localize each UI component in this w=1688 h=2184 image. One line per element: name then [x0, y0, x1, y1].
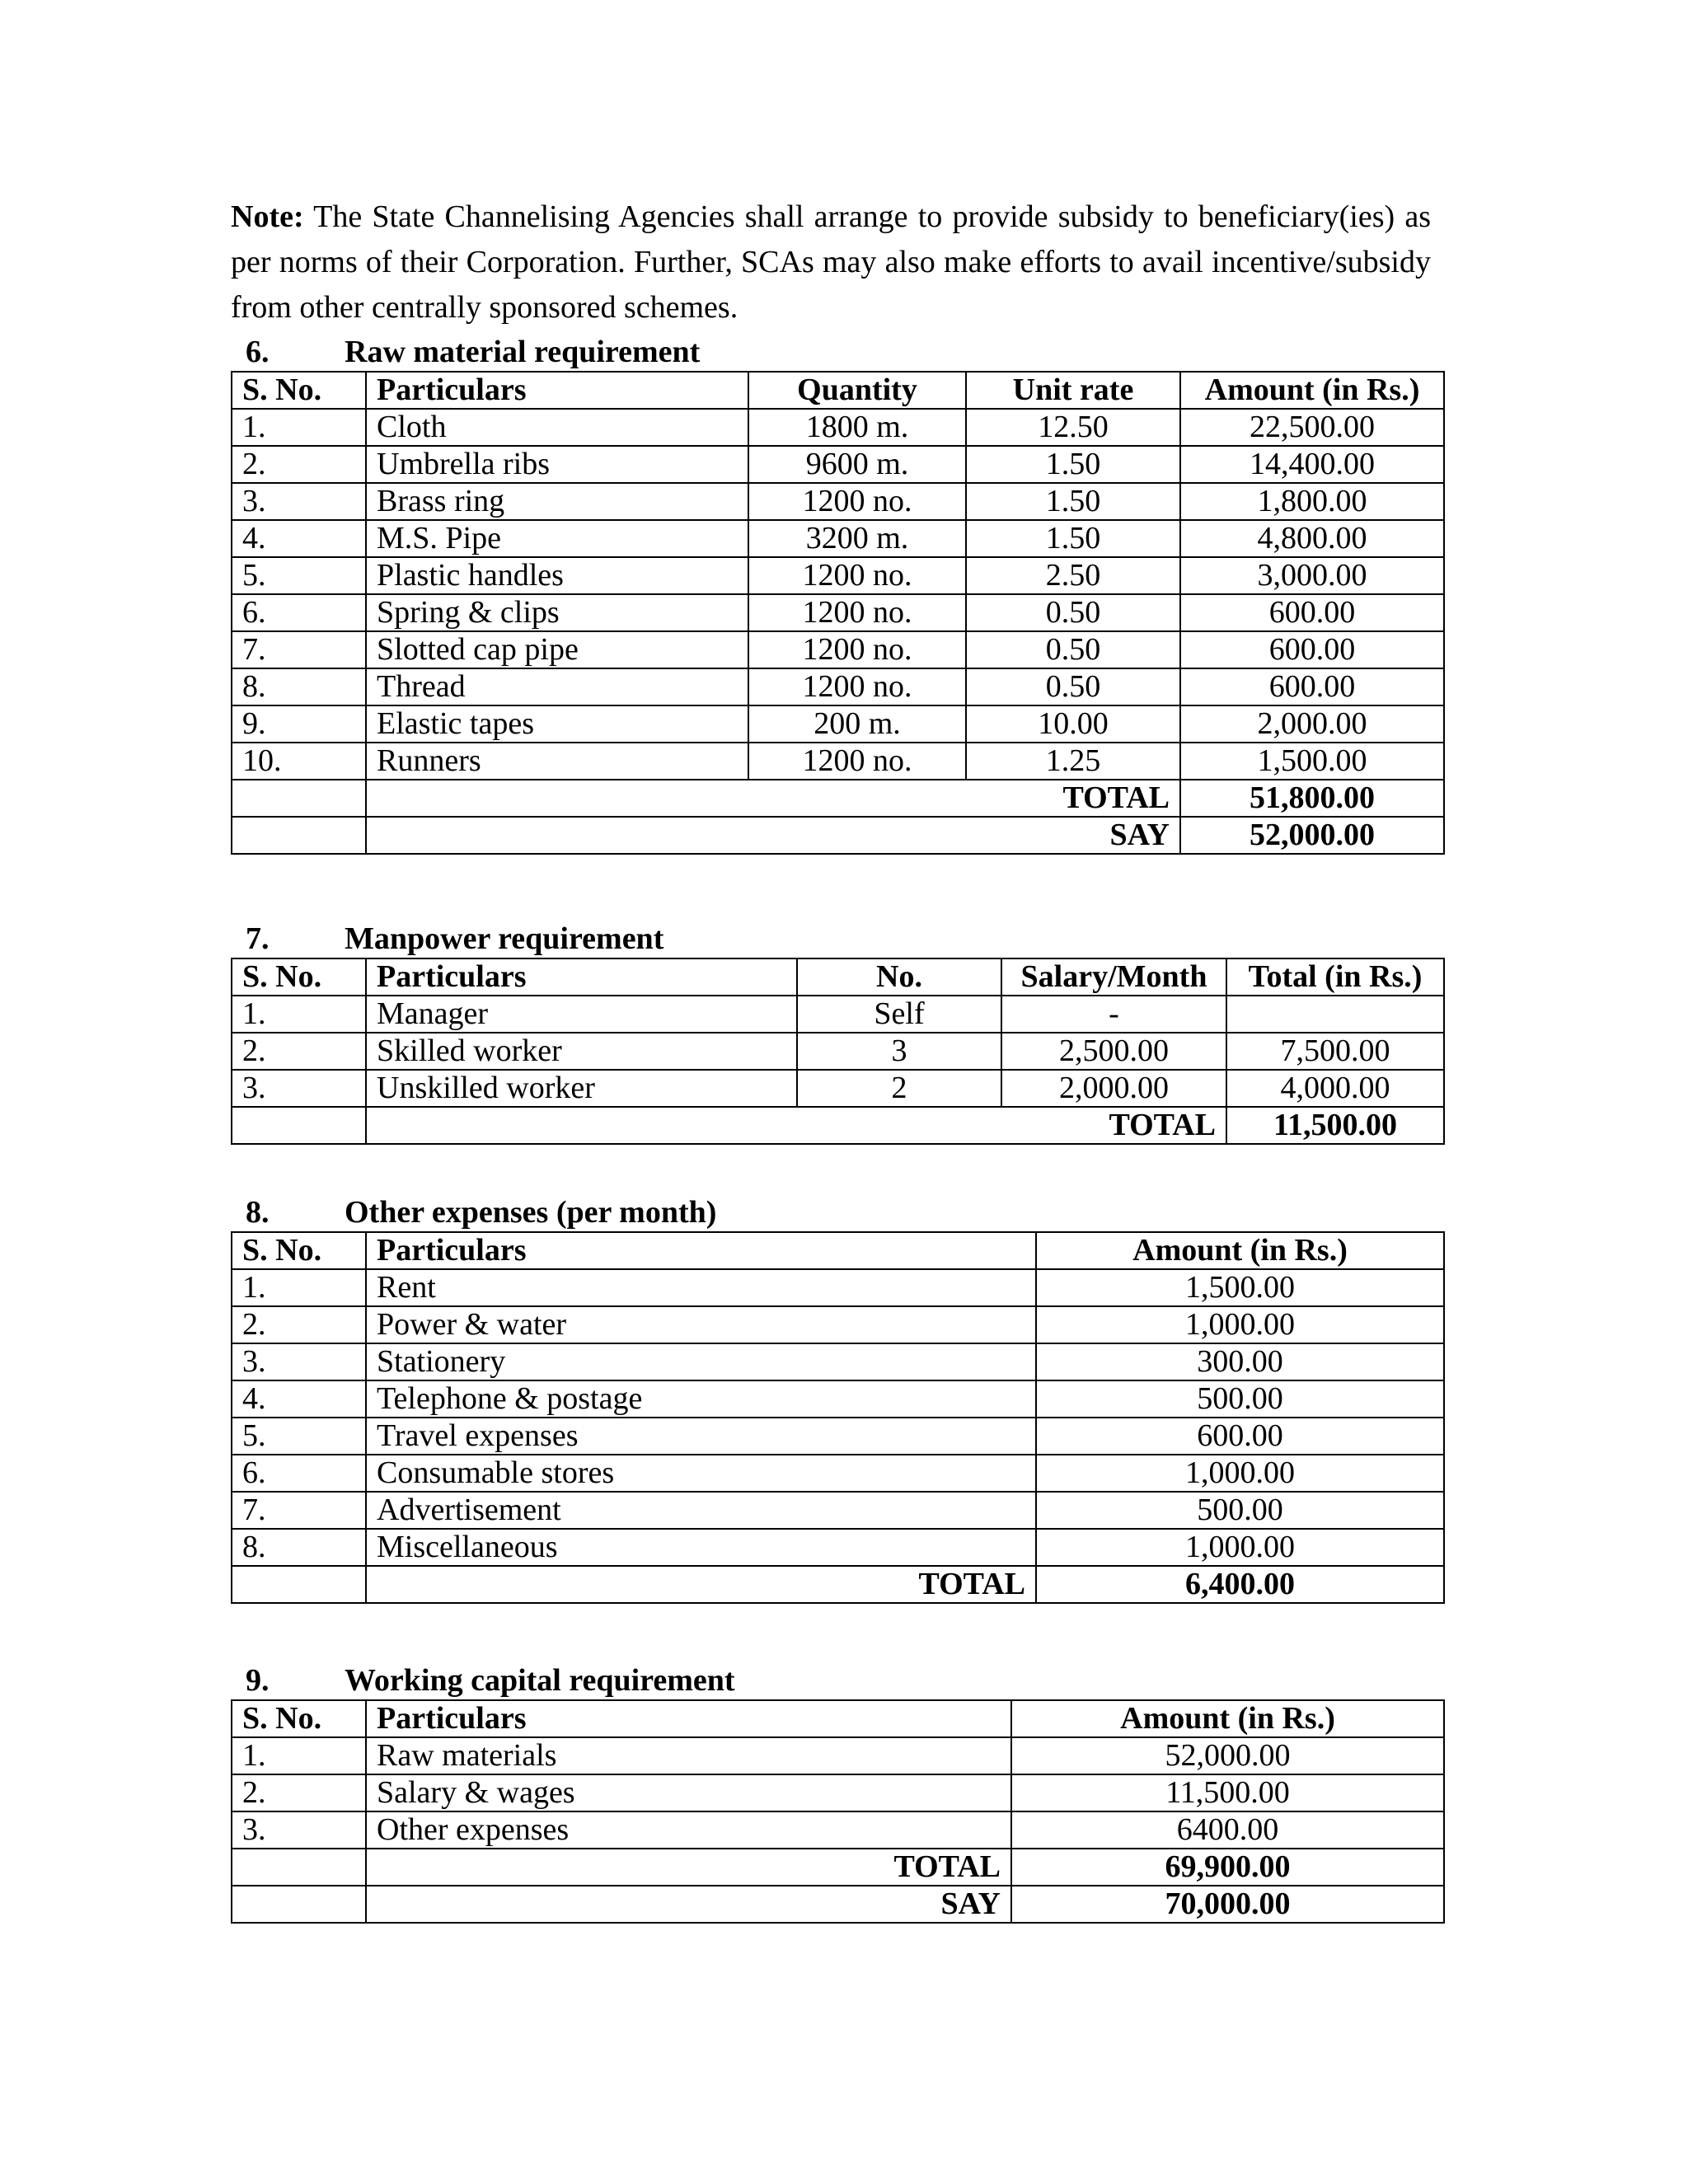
table-cell: 1.	[232, 1737, 366, 1774]
table-row	[232, 743, 1444, 780]
total-row	[232, 780, 1444, 817]
say-label: SAY	[366, 817, 1180, 854]
table-cell: 2.	[232, 1306, 366, 1343]
table-row	[232, 409, 1444, 446]
table-cell: Self	[797, 996, 1001, 1033]
table-cell: Plastic handles	[366, 557, 748, 594]
table-cell: Skilled worker	[366, 1033, 797, 1070]
header-cell: No.	[797, 958, 1001, 996]
total-value: 51,800.00	[1180, 780, 1444, 817]
header-cell: Total (in Rs.)	[1226, 958, 1444, 996]
table-cell: 12.50	[966, 409, 1180, 446]
table-cell: 1.	[232, 996, 366, 1033]
table-cell: 1.25	[966, 743, 1180, 780]
header-cell: Particulars	[366, 372, 748, 409]
table-row	[232, 557, 1444, 594]
section-8-heading	[231, 1193, 1431, 1231]
table-cell: Telephone & postage	[366, 1380, 1036, 1418]
other-rows	[232, 1269, 1444, 1566]
table-row	[232, 520, 1444, 557]
total-label: TOTAL	[366, 1566, 1036, 1603]
table-cell: 0.50	[966, 668, 1180, 705]
say-label: SAY	[366, 1886, 1011, 1923]
table-row	[232, 1529, 1444, 1566]
table-cell: 6.	[232, 594, 366, 631]
total-value: 6,400.00	[1036, 1566, 1444, 1603]
table-cell: Rent	[366, 1269, 1036, 1306]
section-title: Other expenses (per month)	[345, 1195, 717, 1230]
table-cell: 1200 no.	[748, 594, 966, 631]
section-title: Working capital requirement	[345, 1663, 735, 1698]
table-cell: 600.00	[1180, 631, 1444, 668]
table-cell: 2	[797, 1070, 1001, 1107]
table-header-row	[232, 1232, 1444, 1269]
table-cell: Salary & wages	[366, 1774, 1011, 1811]
table-cell: 10.	[232, 743, 366, 780]
table-header-row	[232, 372, 1444, 409]
note-paragraph	[231, 194, 1431, 330]
table-cell: Unskilled worker	[366, 1070, 797, 1107]
table-cell: 14,400.00	[1180, 446, 1444, 483]
table-cell: 2.50	[966, 557, 1180, 594]
table-cell: 6.	[232, 1455, 366, 1492]
table-cell: 10.00	[966, 705, 1180, 743]
table-cell: 1,500.00	[1180, 743, 1444, 780]
section-title: Raw material requirement	[345, 335, 701, 369]
section-number: 7.	[246, 921, 270, 956]
table-row	[232, 446, 1444, 483]
table-cell: Slotted cap pipe	[366, 631, 748, 668]
table-cell: 2,000.00	[1001, 1070, 1226, 1107]
table-cell: 52,000.00	[1011, 1737, 1444, 1774]
table-cell: M.S. Pipe	[366, 520, 748, 557]
table-cell: 1.	[232, 1269, 366, 1306]
table-cell: Umbrella ribs	[366, 446, 748, 483]
table-cell: 3.	[232, 1343, 366, 1380]
manpower-table	[231, 958, 1445, 1145]
header-cell: S. No.	[232, 372, 366, 409]
table-cell: 1,000.00	[1036, 1306, 1444, 1343]
table-header-row	[232, 1700, 1444, 1737]
table-cell: Other expenses	[366, 1811, 1011, 1849]
table-cell: 1,000.00	[1036, 1455, 1444, 1492]
total-row	[232, 1849, 1444, 1886]
table-cell: 4.	[232, 520, 366, 557]
table-cell: 9600 m.	[748, 446, 966, 483]
section-number: 8.	[246, 1195, 270, 1230]
table-row	[232, 594, 1444, 631]
total-value: 11,500.00	[1226, 1107, 1444, 1144]
table-cell: 3.	[232, 483, 366, 520]
total-row	[232, 1566, 1444, 1603]
table-row	[232, 631, 1444, 668]
section-9-heading	[231, 1661, 1431, 1699]
table-cell: 1,000.00	[1036, 1529, 1444, 1566]
table-cell: 22,500.00	[1180, 409, 1444, 446]
total-row	[232, 1107, 1444, 1144]
section-number: 6.	[246, 335, 270, 369]
table-cell: 5.	[232, 557, 366, 594]
table-row	[232, 1070, 1444, 1107]
table-cell: 7.	[232, 631, 366, 668]
raw-material-table	[231, 371, 1445, 855]
table-cell: 4,800.00	[1180, 520, 1444, 557]
total-value: 69,900.00	[1011, 1849, 1444, 1886]
table-row	[232, 1492, 1444, 1529]
table-row	[232, 668, 1444, 705]
table-row	[232, 996, 1444, 1033]
table-row	[232, 1380, 1444, 1418]
table-cell: 2,500.00	[1001, 1033, 1226, 1070]
say-row	[232, 817, 1444, 854]
table-cell: 4,000.00	[1226, 1070, 1444, 1107]
table-cell: 1200 no.	[748, 483, 966, 520]
table-cell: Raw materials	[366, 1737, 1011, 1774]
table-cell: Travel expenses	[366, 1418, 1036, 1455]
header-cell: Salary/Month	[1001, 958, 1226, 996]
table-cell: 8.	[232, 1529, 366, 1566]
table-row	[232, 1455, 1444, 1492]
table-row	[232, 1774, 1444, 1811]
table-cell: 500.00	[1036, 1380, 1444, 1418]
table-cell: 9.	[232, 705, 366, 743]
table-cell: 7.	[232, 1492, 366, 1529]
table-cell: 0.50	[966, 594, 1180, 631]
working-rows	[232, 1737, 1444, 1849]
table-cell: 1,800.00	[1180, 483, 1444, 520]
table-cell: 1200 no.	[748, 631, 966, 668]
table-row	[232, 705, 1444, 743]
header-cell: Amount (in Rs.)	[1180, 372, 1444, 409]
header-cell: S. No.	[232, 1700, 366, 1737]
table-cell: 4.	[232, 1380, 366, 1418]
table-cell: 2.	[232, 446, 366, 483]
table-cell: 3	[797, 1033, 1001, 1070]
note-text: The State Channelising Agencies shall arrange to provide subsidy to beneficiary(ies) as per norms of their Corporation. Further, SCAs may also make efforts to avail incentive/subsidy from other centrally sponsored schemes.	[231, 199, 1431, 325]
table-cell: Brass ring	[366, 483, 748, 520]
total-label: TOTAL	[366, 1107, 1226, 1144]
table-cell: 1200 no.	[748, 743, 966, 780]
table-cell: 600.00	[1036, 1418, 1444, 1455]
header-cell: Amount (in Rs.)	[1036, 1232, 1444, 1269]
table-cell: Manager	[366, 996, 797, 1033]
table-cell: Advertisement	[366, 1492, 1036, 1529]
note-label: Note:	[231, 199, 304, 234]
header-cell: Particulars	[366, 1700, 1011, 1737]
table-cell: 7,500.00	[1226, 1033, 1444, 1070]
table-cell: 3.	[232, 1811, 366, 1849]
header-cell: S. No.	[232, 1232, 366, 1269]
table-cell: Miscellaneous	[366, 1529, 1036, 1566]
table-header-row	[232, 958, 1444, 996]
table-cell: 1,500.00	[1036, 1269, 1444, 1306]
table-cell: 1.	[232, 409, 366, 446]
table-row	[232, 1343, 1444, 1380]
table-cell: 500.00	[1036, 1492, 1444, 1529]
table-cell: 8.	[232, 668, 366, 705]
section-title: Manpower requirement	[345, 921, 664, 956]
other-expenses-table	[231, 1231, 1445, 1604]
working-capital-table	[231, 1699, 1445, 1924]
raw-rows	[232, 409, 1444, 780]
total-label: TOTAL	[366, 1849, 1011, 1886]
table-cell: 600.00	[1180, 668, 1444, 705]
table-row	[232, 1033, 1444, 1070]
header-cell: S. No.	[232, 958, 366, 996]
header-cell: Particulars	[366, 1232, 1036, 1269]
say-value: 70,000.00	[1011, 1886, 1444, 1923]
table-row	[232, 1306, 1444, 1343]
table-row	[232, 1737, 1444, 1774]
table-cell: 2,000.00	[1180, 705, 1444, 743]
say-value: 52,000.00	[1180, 817, 1444, 854]
table-row	[232, 1811, 1444, 1849]
table-cell: Cloth	[366, 409, 748, 446]
table-cell: 2.	[232, 1033, 366, 1070]
table-cell: Elastic tapes	[366, 705, 748, 743]
table-cell: 1.50	[966, 446, 1180, 483]
table-cell: 3,000.00	[1180, 557, 1444, 594]
say-row	[232, 1886, 1444, 1923]
table-cell: 11,500.00	[1011, 1774, 1444, 1811]
manpower-rows	[232, 996, 1444, 1107]
table-cell: 1.50	[966, 520, 1180, 557]
total-label: TOTAL	[366, 780, 1180, 817]
table-cell: 2.	[232, 1774, 366, 1811]
table-cell: Stationery	[366, 1343, 1036, 1380]
table-cell: Thread	[366, 668, 748, 705]
table-row	[232, 1269, 1444, 1306]
table-cell: 1200 no.	[748, 557, 966, 594]
table-cell: Consumable stores	[366, 1455, 1036, 1492]
table-cell: 1800 m.	[748, 409, 966, 446]
table-cell: 600.00	[1180, 594, 1444, 631]
header-cell: Particulars	[366, 958, 797, 996]
table-cell: 3.	[232, 1070, 366, 1107]
header-cell: Unit rate	[966, 372, 1180, 409]
table-cell: Runners	[366, 743, 748, 780]
table-row	[232, 483, 1444, 520]
table-cell: 0.50	[966, 631, 1180, 668]
section-7-heading	[231, 920, 1431, 958]
table-cell: 200 m.	[748, 705, 966, 743]
header-cell: Quantity	[748, 372, 966, 409]
table-row	[232, 1418, 1444, 1455]
table-cell: -	[1001, 996, 1226, 1033]
table-cell: 300.00	[1036, 1343, 1444, 1380]
table-cell	[1226, 996, 1444, 1033]
table-cell: 1.50	[966, 483, 1180, 520]
header-cell: Amount (in Rs.)	[1011, 1700, 1444, 1737]
table-cell: 5.	[232, 1418, 366, 1455]
section-number: 9.	[246, 1663, 270, 1698]
table-cell: 6400.00	[1011, 1811, 1444, 1849]
table-cell: Power & water	[366, 1306, 1036, 1343]
table-cell: 1200 no.	[748, 668, 966, 705]
section-6-heading	[231, 333, 1431, 371]
table-cell: 3200 m.	[748, 520, 966, 557]
table-cell: Spring & clips	[366, 594, 748, 631]
